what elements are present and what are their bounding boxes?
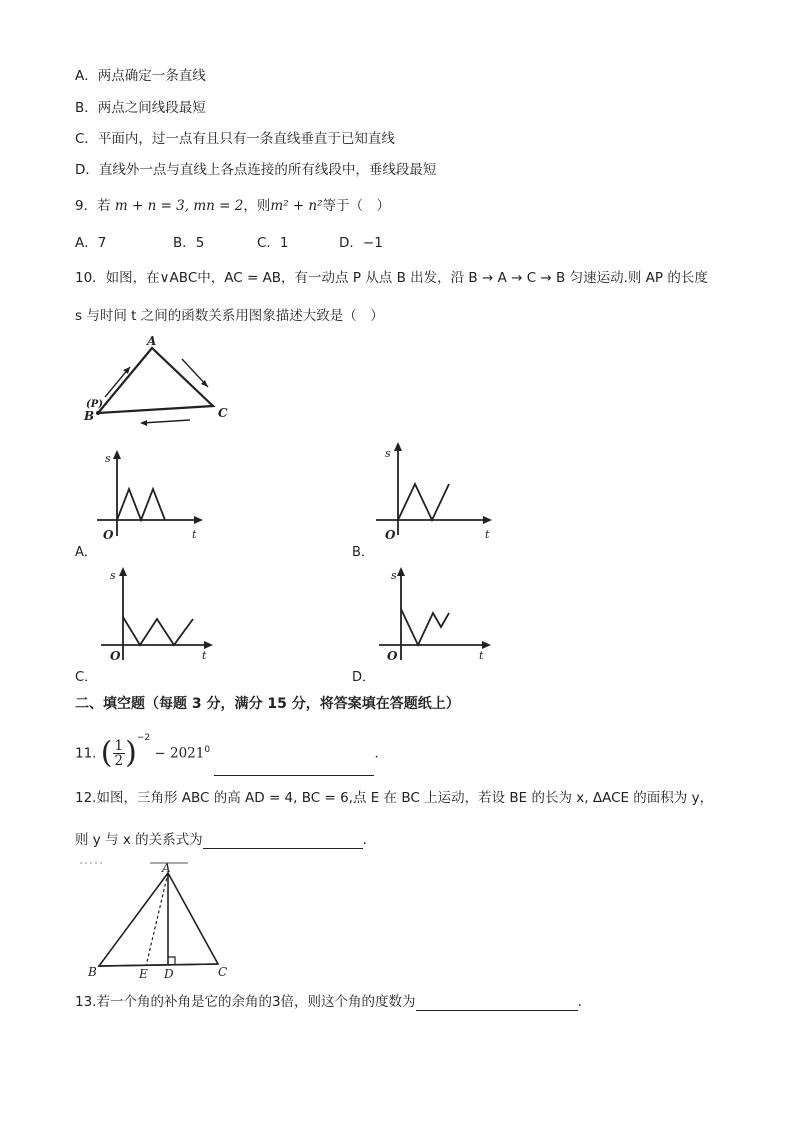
graph-c [98, 565, 218, 665]
graph-a-axis-s: s [105, 452, 111, 465]
q10-line1: 10．如图，在∨ABC中，AC = AB，有一动点 P 从点 B 出发，沿 B → A → C → B 匀速运动.则 AP 的长度 [75, 270, 708, 286]
graph-a-origin: O [103, 528, 114, 542]
q9-option-c: C．1 [257, 235, 289, 251]
q12-line2-wrap [75, 831, 367, 849]
section2-title: 二、填空题（每题 3 分，满分 15 分，将答案填在答题纸上） [75, 696, 460, 712]
q13-text: 13.若一个角的补角是它的余角的3倍，则这个角的度数为 [75, 994, 416, 1010]
q11-frac-den: 2 [114, 753, 124, 769]
tri-label-a: A [147, 334, 157, 348]
q11-end: . [374, 745, 379, 762]
q9-condition: m + n = 3, mn = 2 [114, 198, 244, 214]
q12-line2: 则 y 与 x 的关系式为 [75, 832, 203, 848]
q9-prefix: 9．若 [75, 198, 111, 214]
graph-b-label: B． [352, 545, 374, 560]
q12-line1: 12.如图，三角形 ABC 的高 AD = 4, BC = 6,点 E 在 BC 上运动，若设 BE 的长为 x, ΔACE 的面积为 y， [75, 790, 714, 806]
q11-rest-exp: 0 [204, 745, 211, 755]
graph-d-axis-s: s [391, 569, 397, 582]
tri-label-b: B [84, 409, 95, 423]
q8-option-d: D．直线外一点与直线上各点连接的所有线段中，垂线段最短 [75, 162, 437, 178]
q9-option-b: B．5 [173, 235, 205, 251]
graph-d-axis-t: t [479, 649, 484, 662]
tri-label-p: (P) [86, 399, 103, 410]
q11-paren-left: ( [100, 735, 113, 771]
q9-option-d: D．−1 [339, 235, 383, 251]
q9-expr: m² + n² [270, 198, 323, 214]
graph-c-label: C． [75, 670, 98, 685]
q11-rest: − 2021 [154, 745, 205, 762]
q10-triangle-figure [80, 335, 260, 430]
q11-answer-blank[interactable] [214, 763, 374, 776]
q8-option-c: C．平面内，过一点有且只有一条直线垂直于已知直线 [75, 131, 395, 147]
q8-option-a: A．两点确定一条直线 [75, 68, 206, 84]
q12-label-d: D [164, 967, 174, 981]
graph-b [373, 440, 498, 540]
q9-stem [75, 197, 390, 215]
graph-c-axis-t: t [202, 649, 207, 662]
q12-end: . [362, 832, 367, 848]
graph-a [92, 448, 212, 543]
q10-line2: s 与时间 t 之间的函数关系用图象描述大致是（ ） [75, 308, 384, 324]
q11-frac-num: 1 [114, 738, 124, 754]
graph-c-origin: O [110, 649, 121, 663]
q12-label-b: B [88, 965, 97, 979]
tri-label-c: C [218, 406, 228, 420]
q9-option-a: A．7 [75, 235, 107, 251]
q9-options [75, 234, 383, 252]
q9-suffix: 等于（ ） [322, 198, 391, 214]
q12-label-c: C [218, 965, 228, 979]
q11-exponent: −2 [136, 733, 151, 743]
q9-mid: ，则 [243, 198, 271, 214]
q11 [75, 728, 379, 776]
q12-answer-blank[interactable] [203, 836, 363, 849]
q11-paren-right: ) [125, 735, 137, 771]
graph-b-origin: O [385, 528, 396, 542]
q13-end: . [577, 994, 582, 1010]
graph-c-axis-s: s [110, 569, 116, 582]
graph-b-axis-t: t [485, 528, 490, 541]
q13 [75, 993, 582, 1011]
graph-d [376, 565, 496, 665]
graph-d-label: D． [352, 670, 376, 685]
q12-label-a: A [162, 861, 171, 875]
q8-option-b: B．两点之间线段最短 [75, 100, 206, 116]
q11-num: 11. [75, 745, 97, 762]
q13-answer-blank[interactable] [416, 998, 578, 1011]
q12-label-e: E [139, 967, 148, 981]
q12-triangle-figure [80, 858, 250, 983]
q11-fraction [113, 739, 126, 768]
graph-b-axis-s: s [385, 447, 391, 460]
graph-a-label: A． [75, 545, 97, 560]
graph-d-origin: O [387, 649, 398, 663]
graph-a-axis-t: t [192, 528, 197, 541]
